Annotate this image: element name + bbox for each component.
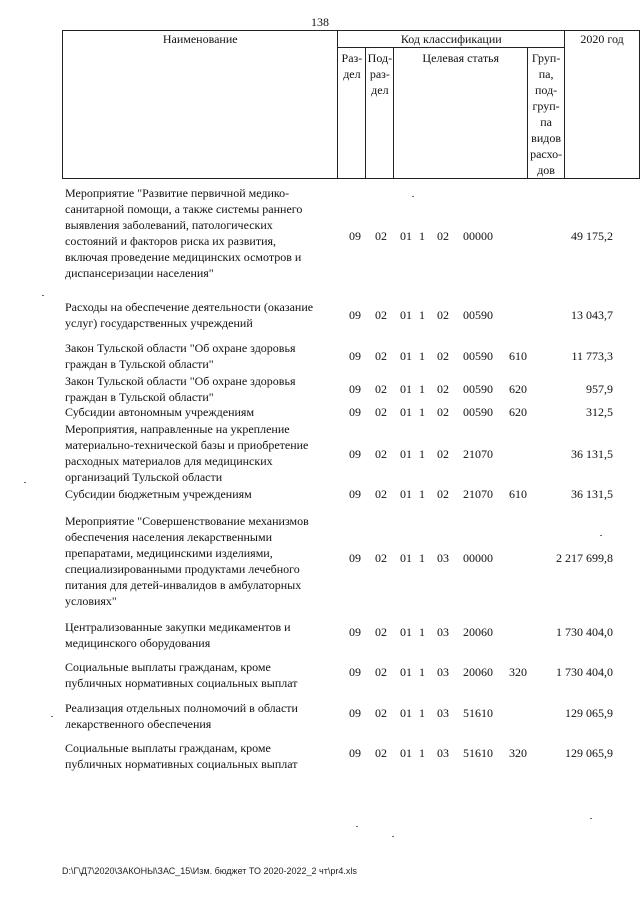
row-ts4: 20060: [463, 665, 493, 679]
row-name: Реализация отдельных полномочий в области лекарственного обеспечения: [65, 701, 298, 731]
row-amount: 36 131,5: [571, 487, 613, 501]
header-razdel: Раз- дел: [338, 48, 366, 179]
row-vr: 610: [509, 487, 527, 501]
row-podrazdel: 02: [375, 746, 387, 760]
row-podrazdel: 02: [375, 487, 387, 501]
row-ts2: 1: [419, 229, 425, 243]
row-ts4: 51610: [463, 706, 493, 720]
row-ts1: 01: [400, 382, 412, 396]
row-amount: 1 730 404,0: [556, 665, 613, 679]
row-ts3: 02: [437, 447, 449, 461]
row-ts3: 02: [437, 405, 449, 419]
row-ts1: 01: [400, 665, 412, 679]
scan-speck: [392, 836, 394, 837]
row-amount: 2 217 699,8: [556, 551, 613, 565]
row-podrazdel: 02: [375, 551, 387, 565]
row-ts2: 1: [419, 447, 425, 461]
row-amount: 36 131,5: [571, 447, 613, 461]
row-ts3: 03: [437, 746, 449, 760]
row-ts2: 1: [419, 349, 425, 363]
row-razdel: 09: [349, 551, 361, 565]
row-ts4: 00590: [463, 382, 493, 396]
row-name: Субсидии бюджетным учреждениям: [65, 487, 252, 501]
row-ts1: 01: [400, 625, 412, 639]
row-ts2: 1: [419, 487, 425, 501]
row-name: Закон Тульской области "Об охране здоровья граждан в Тульской области": [65, 374, 296, 404]
row-ts4: 00590: [463, 349, 493, 363]
row-ts4: 51610: [463, 746, 493, 760]
row-ts2: 1: [419, 308, 425, 322]
row-ts1: 01: [400, 706, 412, 720]
scan-speck: [590, 818, 592, 819]
row-ts1: 01: [400, 349, 412, 363]
row-podrazdel: 02: [375, 405, 387, 419]
row-vr: 620: [509, 382, 527, 396]
row-ts1: 01: [400, 229, 412, 243]
row-ts2: 1: [419, 405, 425, 419]
row-ts3: 03: [437, 625, 449, 639]
scan-speck: [42, 295, 44, 296]
row-razdel: 09: [349, 706, 361, 720]
row-name: Социальные выплаты гражданам, кроме публичных нормативных социальных выплат: [65, 660, 298, 690]
row-ts3: 02: [437, 229, 449, 243]
row-podrazdel: 02: [375, 625, 387, 639]
header-podrazdel: Под- раз- дел: [366, 48, 394, 179]
row-amount: 129 065,9: [565, 746, 613, 760]
row-name: Закон Тульской области "Об охране здоровья граждан в Тульской области": [65, 341, 296, 371]
row-ts2: 1: [419, 625, 425, 639]
row-ts2: 1: [419, 382, 425, 396]
row-ts3: 02: [437, 382, 449, 396]
file-path-footer: D:\Г\Д7\2020\ЗАКОНЫ\ЗАС_15\Изм. бюджет ТО 2020-2022_2 чт\pr4.xls: [62, 866, 357, 876]
row-vr: 320: [509, 746, 527, 760]
row-ts3: 02: [437, 349, 449, 363]
scan-speck: [412, 196, 414, 197]
row-razdel: 09: [349, 382, 361, 396]
scan-speck: [356, 826, 358, 827]
row-name: Социальные выплаты гражданам, кроме публичных нормативных социальных выплат: [65, 741, 298, 771]
row-razdel: 09: [349, 625, 361, 639]
row-ts4: 00000: [463, 551, 493, 565]
row-ts4: 20060: [463, 625, 493, 639]
row-ts3: 03: [437, 665, 449, 679]
row-amount: 11 773,3: [571, 349, 613, 363]
row-ts1: 01: [400, 447, 412, 461]
row-ts1: 01: [400, 308, 412, 322]
row-name: Мероприятия, направленные на укрепление материально-технической базы и приобретение расходных материалов для медицинских организаций Тульской области: [65, 422, 309, 484]
row-ts4: 21070: [463, 487, 493, 501]
scan-speck: [51, 716, 53, 717]
row-ts3: 02: [437, 487, 449, 501]
row-amount: 312,5: [586, 405, 613, 419]
header-target: Целевая статья: [394, 48, 528, 179]
header-year: 2020 год: [565, 31, 640, 179]
row-ts2: 1: [419, 746, 425, 760]
row-ts4: 00590: [463, 308, 493, 322]
row-ts1: 01: [400, 746, 412, 760]
row-name: Мероприятие "Совершенствование механизмов обеспечения населения лекарственными препаратами, медицинскими изделиями, специализированными продуктами лечебного питания для детей-инвалидов в амбулаторных условиях": [65, 514, 309, 608]
row-razdel: 09: [349, 447, 361, 461]
row-ts4: 00000: [463, 229, 493, 243]
row-podrazdel: 02: [375, 308, 387, 322]
row-amount: 49 175,2: [571, 229, 613, 243]
row-amount: 1 730 404,0: [556, 625, 613, 639]
row-podrazdel: 02: [375, 447, 387, 461]
header-classification: Код классификации: [338, 31, 565, 48]
row-ts4: 00590: [463, 405, 493, 419]
row-razdel: 09: [349, 349, 361, 363]
row-name: Расходы на обеспечение деятельности (оказание услуг) государственных учреждений: [65, 300, 314, 330]
row-name: Субсидии автономным учреждениям: [65, 405, 255, 419]
row-name: Мероприятие "Развитие первичной медико- санитарной помощи, а также системы раннего выявления заболеваний, патологических состояний и факторов риска их развития, включая проведение медицинских осмотров и диспансеризации населения": [65, 186, 303, 280]
row-ts3: 02: [437, 308, 449, 322]
row-ts1: 01: [400, 551, 412, 565]
scan-speck: [600, 535, 602, 536]
row-vr: 620: [509, 405, 527, 419]
row-podrazdel: 02: [375, 706, 387, 720]
row-podrazdel: 02: [375, 382, 387, 396]
header-name: Наименование: [63, 31, 338, 179]
scan-speck: [24, 482, 26, 483]
row-amount: 957,9: [586, 382, 613, 396]
row-razdel: 09: [349, 229, 361, 243]
row-vr: 610: [509, 349, 527, 363]
row-amount: 129 065,9: [565, 706, 613, 720]
row-ts3: 03: [437, 551, 449, 565]
row-razdel: 09: [349, 308, 361, 322]
row-ts2: 1: [419, 706, 425, 720]
row-razdel: 09: [349, 746, 361, 760]
row-ts1: 01: [400, 487, 412, 501]
row-podrazdel: 02: [375, 229, 387, 243]
row-razdel: 09: [349, 665, 361, 679]
row-vr: 320: [509, 665, 527, 679]
row-ts1: 01: [400, 405, 412, 419]
header-vr: Груп- па, под- груп- па видов расхо- дов: [528, 48, 565, 179]
row-podrazdel: 02: [375, 349, 387, 363]
row-razdel: 09: [349, 405, 361, 419]
row-ts4: 21070: [463, 447, 493, 461]
row-name: Централизованные закупки медикаментов и медицинского оборудования: [65, 620, 291, 650]
row-podrazdel: 02: [375, 665, 387, 679]
row-razdel: 09: [349, 487, 361, 501]
row-amount: 13 043,7: [571, 308, 613, 322]
page-number: 138: [311, 15, 329, 29]
row-ts3: 03: [437, 706, 449, 720]
row-ts2: 1: [419, 551, 425, 565]
row-ts2: 1: [419, 665, 425, 679]
